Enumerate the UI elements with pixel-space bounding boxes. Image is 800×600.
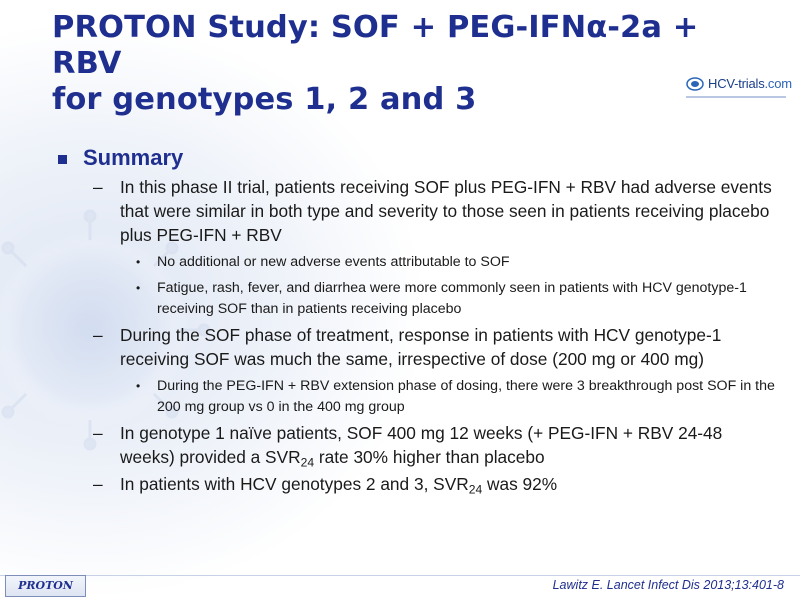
- summary-point-3: – In genotype 1 naïve patients, SOF 400 mg 12 weeks (+ PEG-IFN + RBV 24-48 weeks) provided a $SVR_{24}$ rate 30% higher than placebo: [93, 423, 723, 470]
- summary-point-1: – In this phase II trial, patients receiving SOF plus PEG-IFN + RBV had adverse events that were similar in both type and severity to those seen in patients receiving placebo plus PEG-IFN + RBV: [93, 177, 772, 245]
- dash-bullet-icon: –: [93, 423, 103, 443]
- dot-bullet-icon: •: [136, 379, 141, 393]
- logo-divider: [686, 96, 786, 98]
- dot-bullet-icon: •: [136, 281, 141, 295]
- summary-subpoint-1b: • Fatigue, rash, fever, and diarrhea were more commonly seen in patients with HCV genotype-1 receiving SOF than in patients receiving placebo: [136, 280, 747, 317]
- logo-text: HCV-trials.com: [708, 76, 792, 91]
- slide-title: [52, 10, 772, 118]
- summary-heading: Summary: [83, 145, 184, 170]
- dash-bullet-icon: –: [93, 325, 103, 345]
- summary-subpoint-2a: • During the PEG-IFN + RBV extension phase of dosing, there were 3 breakthrough post SOF in the 200 mg group vs 0 in the 400 mg group: [136, 378, 775, 415]
- title-line-1: PROTON Study: SOF + PEG-IFNα-2a + RBV: [52, 10, 699, 81]
- dash-bullet-icon: –: [93, 177, 103, 197]
- proton-tag: PROTON: [5, 575, 86, 597]
- dash-bullet-icon: –: [93, 474, 103, 494]
- logo-icon: [686, 77, 704, 91]
- dot-bullet-icon: •: [136, 255, 141, 269]
- hcv-trials-logo: [686, 76, 792, 91]
- summary-point-4: – In patients with HCV genotypes 2 and 3, $SVR_{24}$ was 92%: [93, 474, 558, 497]
- title-line-2: for genotypes 1, 2 and 3: [52, 82, 477, 117]
- citation: Lawitz E. Lancet Infect Dis 2013;13:401-8: [552, 578, 784, 592]
- summary-subpoint-1a: • No additional or new adverse events attributable to SOF: [58, 252, 778, 273]
- square-bullet-icon: [58, 155, 67, 164]
- footer-divider: [0, 575, 800, 576]
- summary-section: [58, 145, 778, 496]
- summary-heading-row: [58, 145, 778, 171]
- summary-point-2: – During the SOF phase of treatment, response in patients with HCV genotype-1 receiving SOF was much the same, irrespective of dose (200 mg or 400 mg): [93, 325, 722, 369]
